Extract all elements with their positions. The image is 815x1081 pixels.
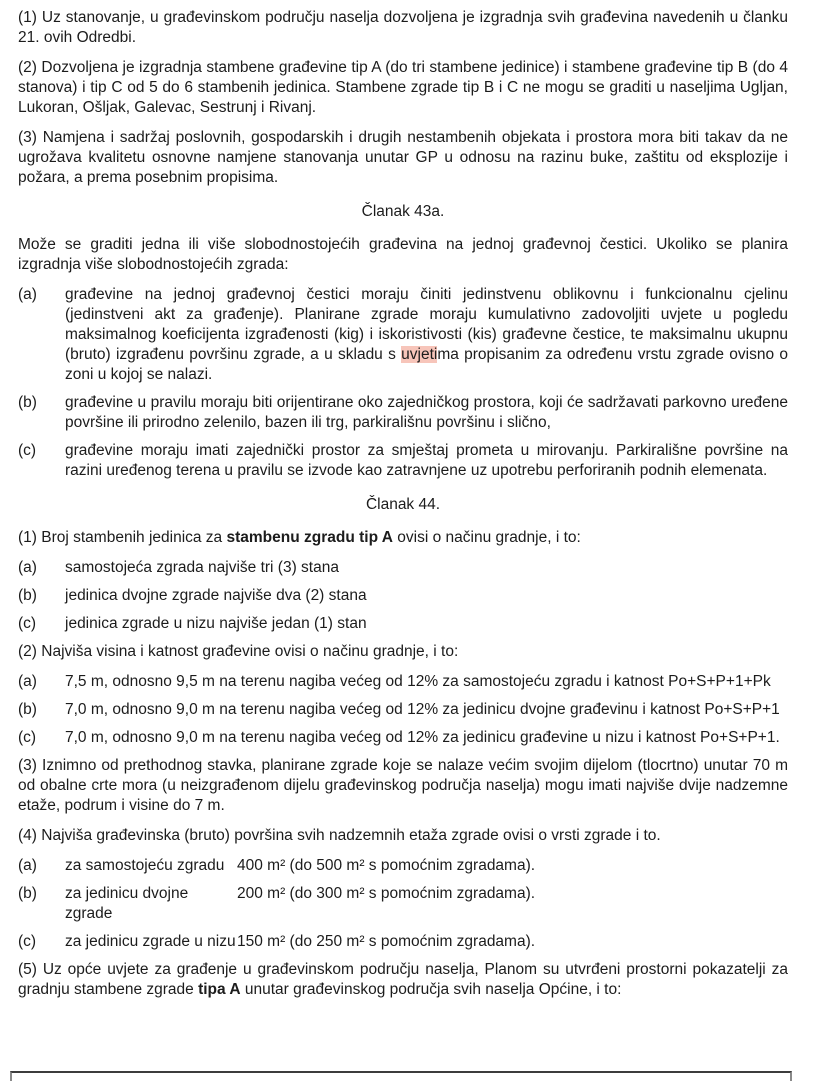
bold-text: tipa A xyxy=(198,981,241,998)
article-43a-intro: Može se graditi jedna ili više slobodnostojećih građevina na jednoj građevnoj čestici. Ukoliko se planira izgradnja više slobodnostojećih zgrada: xyxy=(18,236,788,273)
item-text: jedinica dvojne zgrade najviše dva (2) stana xyxy=(65,587,367,604)
paragraph-2: (2) Dozvoljena je izgradnja stambene građevine tip A (do tri stambene jedinice) i stambene građevine tip B (do 4 stanova) i tip C od 5 do 6 stambenih jedinica. Stambene zgrade tip B i C ne mogu se graditi u naseljima Ugljan, Lukoran, Ošljak, Galevac, Sestrunj i Rivanj. xyxy=(18,59,788,116)
item-label: (c) xyxy=(18,933,37,950)
list-item-b xyxy=(18,700,788,720)
list-item-a xyxy=(18,672,788,692)
item-text: jedinica zgrade u nizu najviše jedan (1) stan xyxy=(65,615,367,632)
item-label: (b) xyxy=(18,885,37,902)
list-item-b xyxy=(18,586,788,606)
row-value: 200 m² (do 300 m² s pomoćnim zgradama). xyxy=(237,885,536,902)
item-label: (b) xyxy=(18,701,37,718)
item-label: (c) xyxy=(18,615,37,632)
article-44-paragraph-3: (3) Iznimno od prethodnog stavka, planirane zgrade koje se nalaze većim svojim dijelom (tlocrtno) unutar 70 m od obalne crte mora (u neizgrađenom dijelu građevinskog područja naselja) mogu imati najviše dvije nadzemne etaže, podrum i visine do 7 m. xyxy=(18,757,788,814)
list-item-c xyxy=(18,441,788,481)
table-row-b xyxy=(18,884,788,924)
row-value: 150 m² (do 250 m² s pomoćnim zgradama). xyxy=(237,933,536,950)
paragraph-text-after: ovisi o načinu gradnje, i to: xyxy=(393,529,581,546)
item-text: 7,0 m, odnosno 9,0 m na terenu nagiba većeg od 12% za jedinicu dvojne građevinu i katnost Po+S+P+1 xyxy=(65,701,780,718)
item-label: (b) xyxy=(18,394,37,411)
item-text: 7,0 m, odnosno 9,0 m na terenu nagiba većeg od 12% za jedinicu građevine u nizu i katnost Po+S+P+1. xyxy=(65,729,780,746)
item-label: (c) xyxy=(18,442,37,459)
row-name: za jedinicu dvojne zgrade xyxy=(65,885,189,922)
list-item-a xyxy=(18,285,788,385)
list-item-b xyxy=(18,393,788,433)
item-text: 7,5 m, odnosno 9,5 m na terenu nagiba većeg od 12% za samostojeću zgradu i katnost Po+S+P+1+Pk xyxy=(65,673,771,690)
paragraph-3: (3) Namjena i sadržaj poslovnih, gospodarskih i drugih nestambenih objekata i prostora mora biti takav da ne ugrožava kvalitetu osnovne namjene stanovanja unutar GP u odnosu na razinu buke, zaštitu od eksplozije i požara, a prema posebnim propisima. xyxy=(18,129,788,186)
list-item-a xyxy=(18,558,788,578)
item-label: (a) xyxy=(18,857,37,874)
article-44-paragraph-2: (2) Najviša visina i katnost građevine ovisi o načinu gradnje, i to: xyxy=(18,643,459,660)
paragraph-text-after: unutar građevinskog područja svih naselja Općine, i to: xyxy=(240,981,622,998)
item-text-before: građevine na jednoj građevnoj čestici moraju činiti jedinstvenu oblikovnu i funkcionalnu cjelinu (jedinstveni akt za građenje). Planirane zgrade moraju kumulativno zadovoljiti uvjete u pogledu maksimalnog koeficijenta izgrađenosti (kig) i iskoristivosti (kis) građevne čestice, te maksimalnu ukupnu (bruto) izgrađenu površinu zgrade, a u skladu s xyxy=(65,286,788,363)
article-heading-44: Članak 44. xyxy=(365,496,441,513)
item-label: (a) xyxy=(18,673,37,690)
article-44-paragraph-4: (4) Najviša građevinska (bruto) površina svih nadzemnih etaža zgrade ovisi o vrsti zgrade i to. xyxy=(18,827,661,844)
item-label: (b) xyxy=(18,587,37,604)
item-text: samostojeća zgrada najviše tri (3) stana xyxy=(65,559,339,576)
row-name: za samostojeću zgradu xyxy=(65,857,225,874)
list-item-c xyxy=(18,728,788,748)
table-row-a xyxy=(18,856,788,876)
row-name: za jedinicu zgrade u nizu xyxy=(65,933,236,950)
item-label: (c) xyxy=(18,729,37,746)
bold-text: stambenu zgradu tip A xyxy=(226,529,393,546)
paragraph-text-before: (1) Broj stambenih jedinica za xyxy=(18,529,227,546)
highlighted-word: uvjeti xyxy=(401,346,438,363)
item-text: građevine moraju imati zajednički prostor za smještaj prometa u mirovanju. Parkirališne površine na razini uređenog terena u pravilu se izvode kao zatravnjene uz upotrebu perforiranih podnih elemenata. xyxy=(65,442,788,479)
article-44-paragraph-5 xyxy=(18,960,788,1000)
table-row-c xyxy=(18,932,788,952)
list-item-c xyxy=(18,614,788,634)
item-label: (a) xyxy=(18,559,37,576)
item-text-after: ma propisanim za određenu vrstu zgrade ovisno o zoni u kojoj se nalazi. xyxy=(65,346,788,383)
item-label: (a) xyxy=(18,286,37,303)
item-text: građevine u pravilu moraju biti orijentirane oko zajedničkog prostora, koji će sadržavati parkovno uređene površine ili prirodno zelenilo, bazen ili trg, parkirališnu površinu i slično, xyxy=(65,394,788,431)
article-44-paragraph-1 xyxy=(18,528,788,548)
row-value: 400 m² (do 500 m² s pomoćnim zgradama). xyxy=(237,857,536,874)
item-text xyxy=(65,285,788,385)
paragraph-text-before: (5) Uz opće uvjete za građenje u građevinskom području naselja, Planom su utvrđeni prostorni pokazatelji za gradnju stambene zgrade xyxy=(18,961,788,998)
article-heading-43a: Članak 43a. xyxy=(361,203,445,220)
paragraph-1: (1) Uz stanovanje, u građevinskom području naselja dozvoljena je izgradnja svih građevina navedenih u članku 21. ovih Odredbi. xyxy=(18,9,788,46)
